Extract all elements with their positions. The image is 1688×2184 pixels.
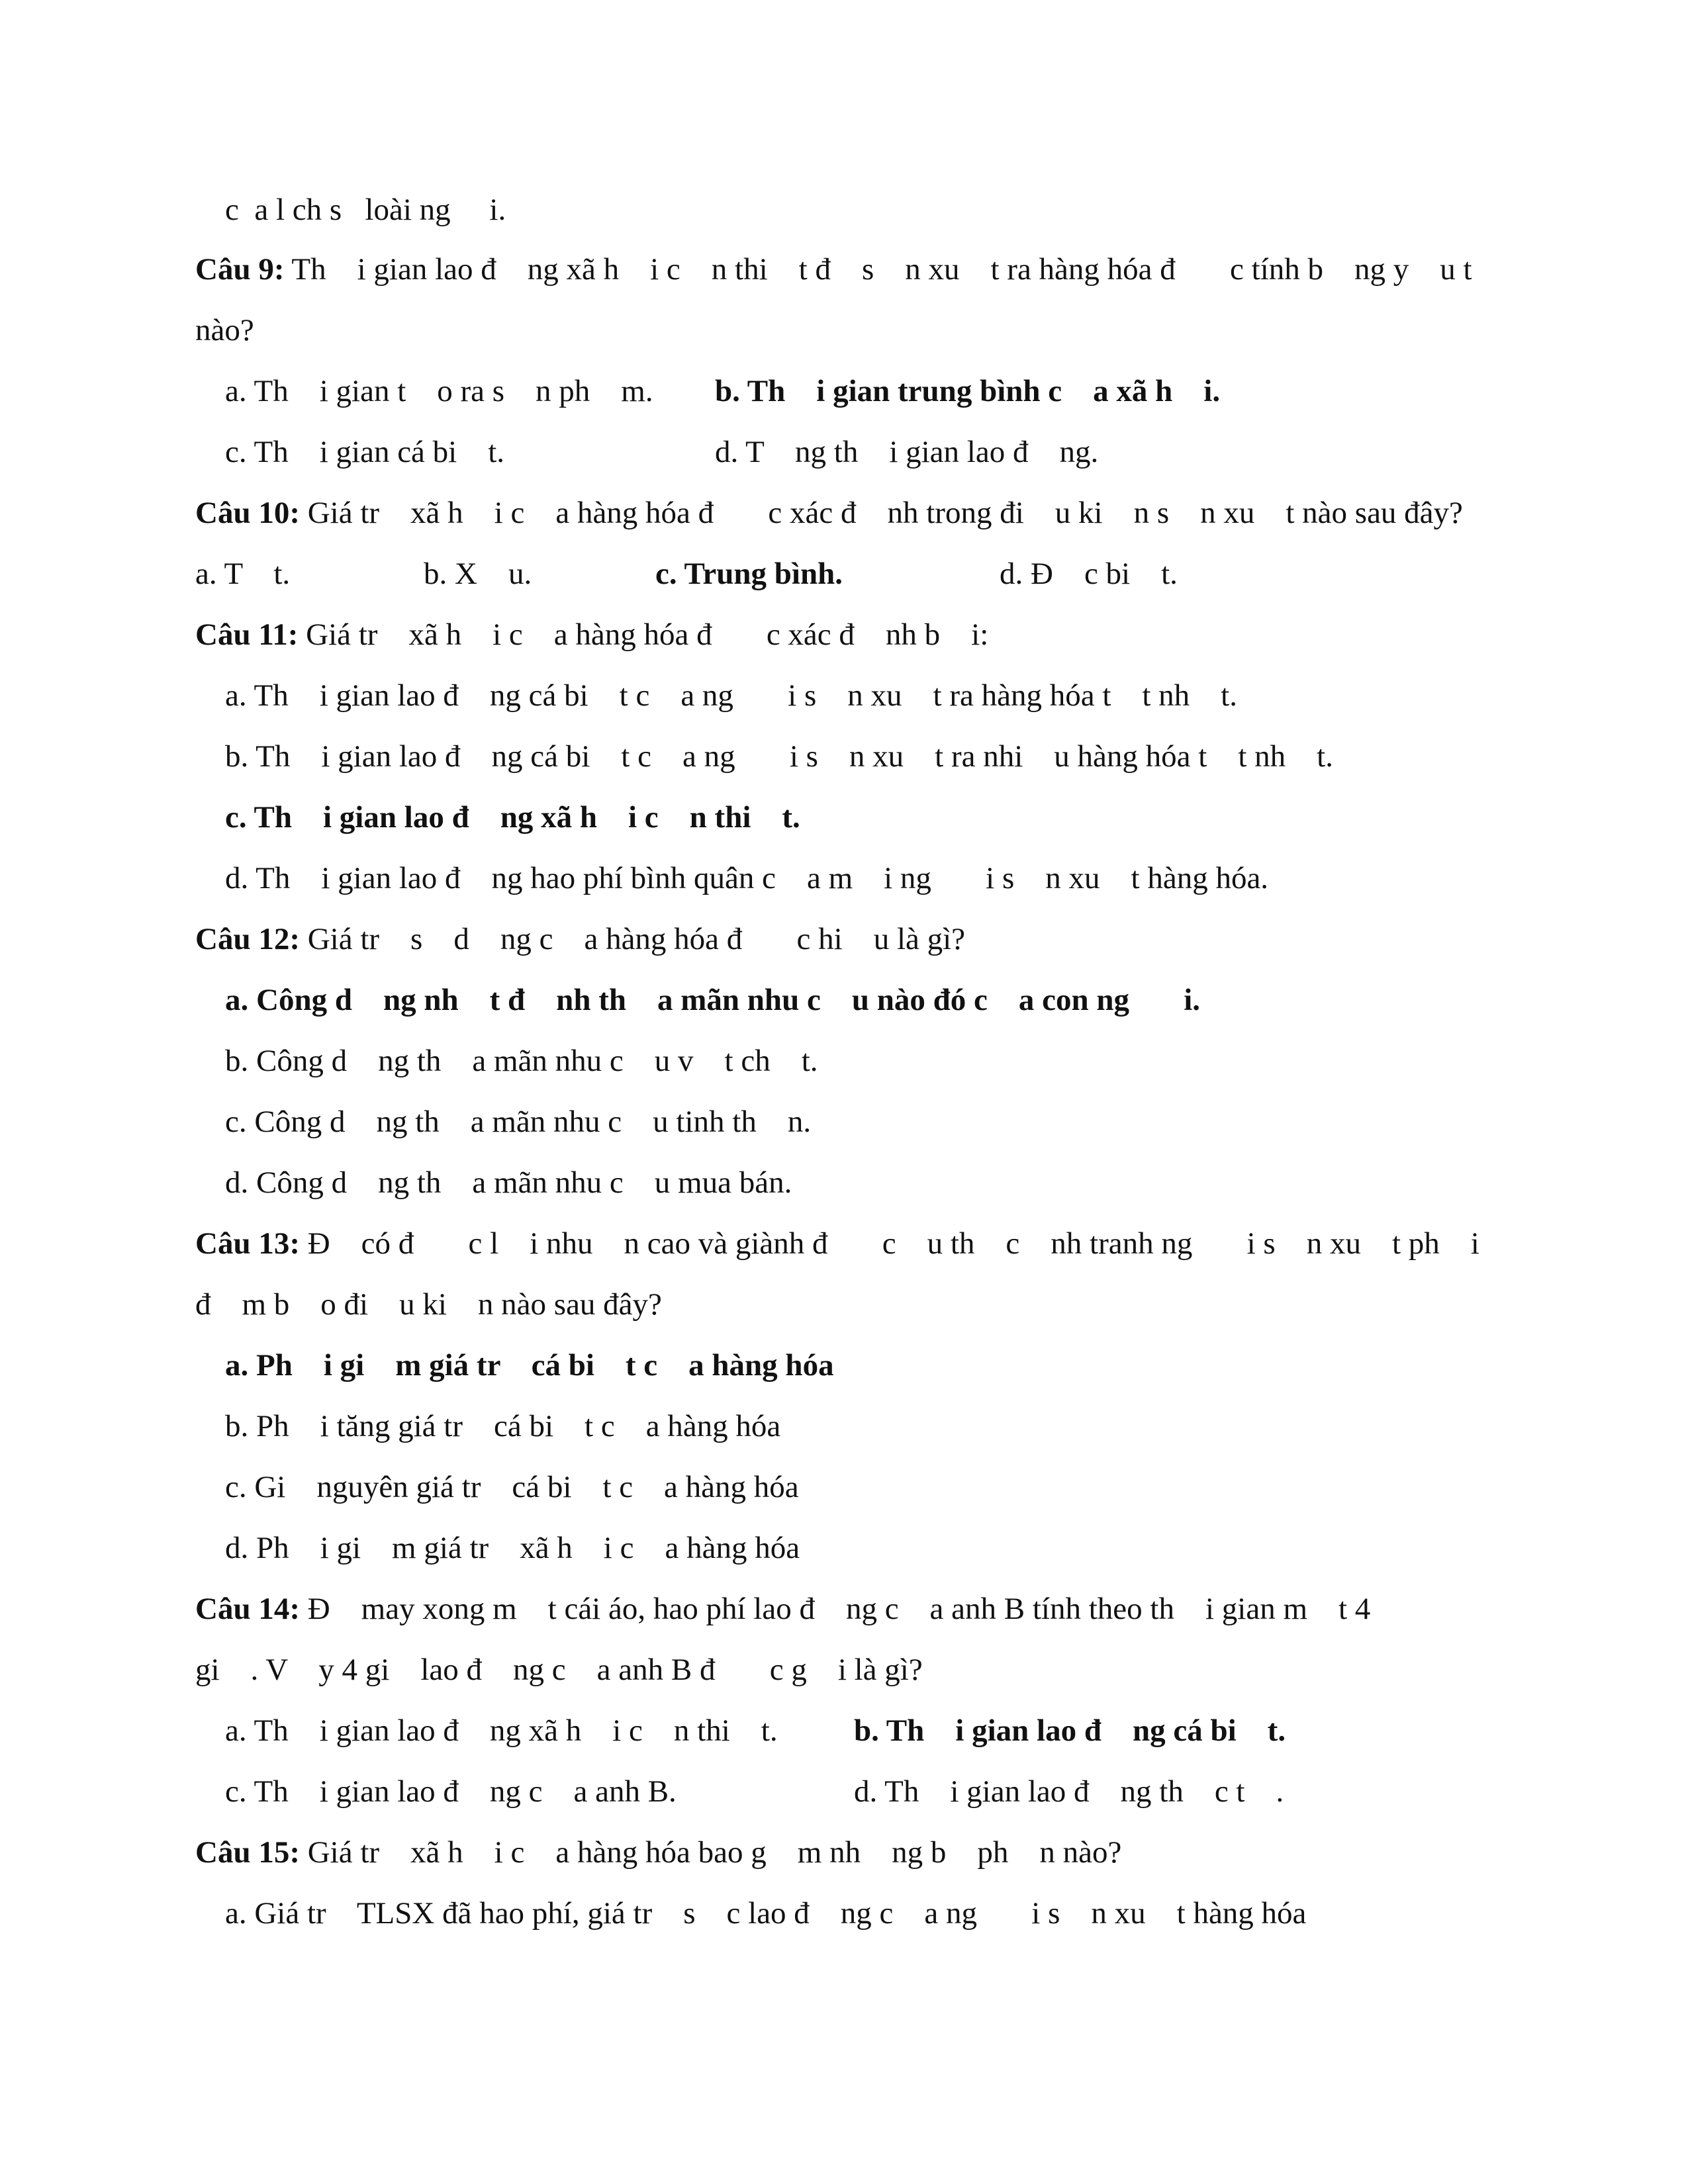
q15-option-a: a. Giá tr TLSX đã hao phí, giá tr s c lao đ ng c a ng i s n xu t hàng hóa <box>225 1896 1307 1931</box>
question-15-text: Giá tr xã h i c a hàng hóa bao g m nh ng b ph n nào? <box>299 1835 1122 1870</box>
question-10-text: Giá tr xã h i c a hàng hóa đ c xác đ nh trong đi u ki n s n xu t nào sau đây? <box>299 496 1463 530</box>
q12-option-b: b. Công d ng th a mãn nhu c u v t ch t. <box>225 1044 818 1078</box>
q11-option-c-answer: c. Th i gian lao đ ng xã h i c n thi t. <box>225 800 800 835</box>
question-9-text: Th i gian lao đ ng xã h i c n thi t đ s n xu t ra hàng hóa đ c tính b ng y u t <box>284 252 1472 287</box>
question-11-text: Giá tr xã h i c a hàng hóa đ c xác đ nh b i: <box>298 617 989 652</box>
question-11 <box>195 619 988 657</box>
intro-line: c a l ch s loài ng i. <box>225 193 506 227</box>
question-13 <box>195 1228 1479 1265</box>
question-12-label: Câu 12: <box>195 922 300 956</box>
question-14-label: Câu 14: <box>195 1592 300 1626</box>
question-14-text-cont: gi . V y 4 gi lao đ ng c a anh B đ c g i là gì? <box>195 1653 923 1687</box>
question-9-text-cont: nào? <box>195 313 254 347</box>
q14-option-a: a. Th i gian lao đ ng xã h i c n thi t. <box>225 1713 778 1748</box>
q13-option-b: b. Ph i tăng giá tr cá bi t c a hàng hóa <box>225 1409 781 1443</box>
q10-option-c-answer: c. Trung bình. <box>655 557 843 591</box>
q12-option-a-answer: a. Công d ng nh t đ nh th a mãn nhu c u nào đó c a con ng i. <box>225 983 1201 1017</box>
question-12 <box>195 924 965 961</box>
q14-option-c: c. Th i gian lao đ ng c a anh B. <box>225 1774 677 1809</box>
question-11-label: Câu 11: <box>195 617 299 652</box>
q9-option-b-answer: b. Th i gian trung bình c a xã h i. <box>715 374 1221 408</box>
question-13-text-cont: đ m b o đi u ki n nào sau đây? <box>195 1287 662 1322</box>
q12-option-d: d. Công d ng th a mãn nhu c u mua bán. <box>225 1165 792 1200</box>
q14-option-d: d. Th i gian lao đ ng th c t . <box>854 1774 1284 1809</box>
q10-option-b: b. X u. <box>424 557 532 591</box>
q13-option-c: c. Gi nguyên giá tr cá bi t c a hàng hóa <box>225 1470 799 1504</box>
q12-option-c: c. Công d ng th a mãn nhu c u tinh th n. <box>225 1105 812 1139</box>
question-15-label: Câu 15: <box>195 1835 300 1870</box>
question-9-label: Câu 9: <box>195 252 285 287</box>
q11-option-d: d. Th i gian lao đ ng hao phí bình quân c a m i ng i s n xu t hàng hóa. <box>225 861 1269 895</box>
question-12-text: Giá tr s d ng c a hàng hóa đ c hi u là gì? <box>299 922 966 956</box>
q9-option-c: c. Th i gian cá bi t. <box>225 435 505 469</box>
question-10 <box>195 498 1463 535</box>
question-13-label: Câu 13: <box>195 1226 300 1261</box>
q14-option-b-answer: b. Th i gian lao đ ng cá bi t. <box>854 1713 1286 1748</box>
q11-option-a: a. Th i gian lao đ ng cá bi t c a ng i s n xu t ra hàng hóa t t nh t. <box>225 678 1237 713</box>
question-9 <box>195 254 1472 291</box>
question-13-text: Đ có đ c l i nhu n cao và giành đ c u th c nh tranh ng i s n xu t ph i <box>299 1226 1479 1261</box>
question-14-text: Đ may xong m t cái áo, hao phí lao đ ng c a anh B tính theo th i gian m t 4 <box>299 1592 1371 1626</box>
question-14 <box>195 1594 1370 1631</box>
q9-option-a: a. Th i gian t o ra s n ph m. <box>225 374 653 408</box>
q10-option-a: a. T t. <box>195 557 291 591</box>
q13-option-a-answer: a. Ph i gi m giá tr cá bi t c a hàng hóa <box>225 1348 834 1383</box>
q13-option-d: d. Ph i gi m giá tr xã h i c a hàng hóa <box>225 1531 800 1565</box>
q9-option-d: d. T ng th i gian lao đ ng. <box>715 435 1099 469</box>
question-15 <box>195 1837 1121 1874</box>
q11-option-b: b. Th i gian lao đ ng cá bi t c a ng i s n xu t ra nhi u hàng hóa t t nh t. <box>225 739 1333 774</box>
q10-option-d: d. Đ c bi t. <box>1000 557 1178 591</box>
question-10-label: Câu 10: <box>195 496 300 530</box>
